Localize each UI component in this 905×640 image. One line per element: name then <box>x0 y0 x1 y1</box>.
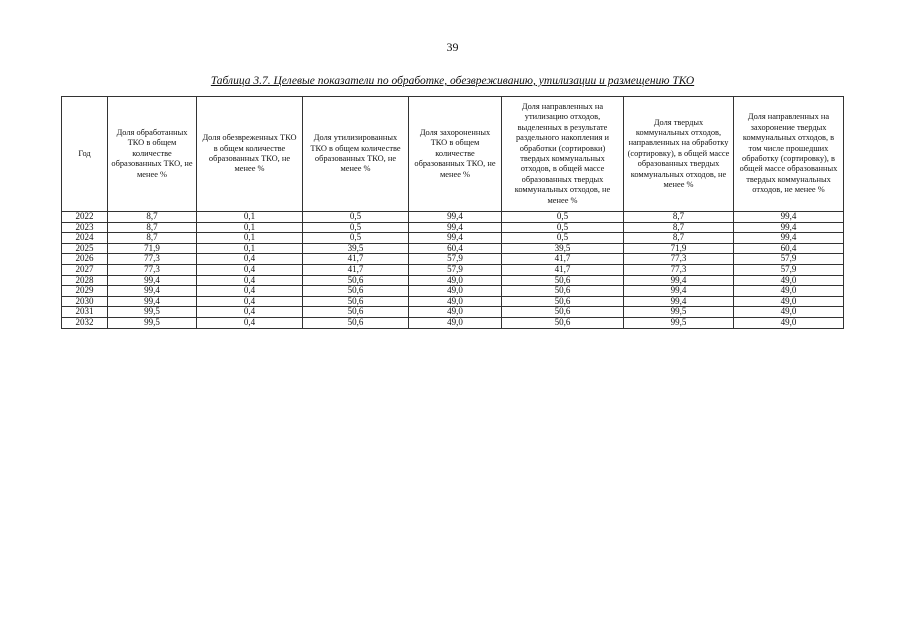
year-cell: 2025 <box>62 243 108 254</box>
value-cell: 49,0 <box>409 275 502 286</box>
value-cell: 77,3 <box>624 254 734 265</box>
value-cell: 8,7 <box>108 233 197 244</box>
value-cell: 50,6 <box>502 317 624 328</box>
value-cell: 99,4 <box>734 212 844 223</box>
year-cell: 2024 <box>62 233 108 244</box>
value-cell: 50,6 <box>303 275 409 286</box>
table-row <box>62 264 844 275</box>
table-row <box>62 212 844 223</box>
value-cell: 0,4 <box>197 296 303 307</box>
table-row <box>62 233 844 244</box>
value-cell: 0,5 <box>502 233 624 244</box>
value-cell: 99,4 <box>108 296 197 307</box>
value-cell: 0,4 <box>197 254 303 265</box>
header-utilized-share: Доля утилизированных ТКО в общем количестве образованных ТКО, не менее % <box>303 97 409 212</box>
value-cell: 0,4 <box>197 264 303 275</box>
value-cell: 0,5 <box>303 212 409 223</box>
value-cell: 0,5 <box>502 212 624 223</box>
value-cell: 50,6 <box>502 275 624 286</box>
year-cell: 2031 <box>62 307 108 318</box>
year-cell: 2023 <box>62 222 108 233</box>
table-row <box>62 222 844 233</box>
value-cell: 0,1 <box>197 243 303 254</box>
value-cell: 8,7 <box>108 212 197 223</box>
value-cell: 0,5 <box>303 222 409 233</box>
value-cell: 50,6 <box>303 317 409 328</box>
value-cell: 50,6 <box>502 307 624 318</box>
value-cell: 49,0 <box>409 286 502 297</box>
table-row <box>62 286 844 297</box>
value-cell: 99,4 <box>409 233 502 244</box>
value-cell: 50,6 <box>303 307 409 318</box>
header-year: Год <box>62 97 108 212</box>
targets-table <box>61 96 844 329</box>
value-cell: 0,4 <box>197 286 303 297</box>
value-cell: 49,0 <box>409 317 502 328</box>
table-row <box>62 296 844 307</box>
value-cell: 99,4 <box>108 275 197 286</box>
value-cell: 49,0 <box>734 275 844 286</box>
value-cell: 39,5 <box>502 243 624 254</box>
page-number: 39 <box>446 40 459 54</box>
table-row <box>62 317 844 328</box>
value-cell: 0,5 <box>303 233 409 244</box>
value-cell: 50,6 <box>502 296 624 307</box>
value-cell: 41,7 <box>502 264 624 275</box>
year-cell: 2026 <box>62 254 108 265</box>
table-row <box>62 254 844 265</box>
header-neutralized-share: Доля обезвреженных ТКО в общем количестве образованных ТКО, не менее % <box>197 97 303 212</box>
year-cell: 2028 <box>62 275 108 286</box>
value-cell: 77,3 <box>624 264 734 275</box>
header-separate-collection-share: Доля направленных на утилизацию отходов, выделенных в результате раздельного накопления и обработки (сортировки) твердых коммунальных отходов, в общей массе образованных твердых коммунальных отходов, не менее % <box>502 97 624 212</box>
header-buried-share: Доля захороненных ТКО в общем количестве образованных ТКО, не менее % <box>409 97 502 212</box>
value-cell: 50,6 <box>303 296 409 307</box>
value-cell: 99,4 <box>624 286 734 297</box>
value-cell: 0,1 <box>197 233 303 244</box>
year-cell: 2029 <box>62 286 108 297</box>
value-cell: 99,4 <box>624 275 734 286</box>
value-cell: 49,0 <box>409 296 502 307</box>
value-cell: 99,5 <box>624 317 734 328</box>
header-sorting-share: Доля твердых коммунальных отходов, направленных на обработку (сортировку), в общей массе образованных твердых коммунальных отходов, не менее % <box>624 97 734 212</box>
value-cell: 8,7 <box>624 222 734 233</box>
value-cell: 57,9 <box>734 254 844 265</box>
year-cell: 2032 <box>62 317 108 328</box>
table-header-row <box>62 97 844 212</box>
value-cell: 71,9 <box>108 243 197 254</box>
table-caption: Таблица 3.7. Целевые показатели по обработке, обезвреживанию, утилизации и размещению ТКО <box>210 75 695 87</box>
value-cell: 60,4 <box>409 243 502 254</box>
value-cell: 0,1 <box>197 222 303 233</box>
value-cell: 49,0 <box>734 296 844 307</box>
header-processed-share: Доля обработанных ТКО в общем количестве образованных ТКО, не менее % <box>108 97 197 212</box>
value-cell: 49,0 <box>409 307 502 318</box>
year-cell: 2030 <box>62 296 108 307</box>
value-cell: 57,9 <box>409 254 502 265</box>
value-cell: 8,7 <box>108 222 197 233</box>
value-cell: 49,0 <box>734 286 844 297</box>
value-cell: 99,4 <box>108 286 197 297</box>
value-cell: 99,5 <box>624 307 734 318</box>
value-cell: 99,5 <box>108 317 197 328</box>
value-cell: 99,4 <box>409 212 502 223</box>
value-cell: 8,7 <box>624 212 734 223</box>
value-cell: 99,4 <box>624 296 734 307</box>
table-row <box>62 243 844 254</box>
value-cell: 60,4 <box>734 243 844 254</box>
value-cell: 0,4 <box>197 317 303 328</box>
value-cell: 77,3 <box>108 254 197 265</box>
value-cell: 49,0 <box>734 317 844 328</box>
value-cell: 57,9 <box>409 264 502 275</box>
value-cell: 99,4 <box>409 222 502 233</box>
table-body <box>62 212 844 329</box>
value-cell: 77,3 <box>108 264 197 275</box>
value-cell: 41,7 <box>303 254 409 265</box>
value-cell: 49,0 <box>734 307 844 318</box>
value-cell: 41,7 <box>303 264 409 275</box>
year-cell: 2022 <box>62 212 108 223</box>
value-cell: 99,4 <box>734 233 844 244</box>
value-cell: 99,4 <box>734 222 844 233</box>
value-cell: 99,5 <box>108 307 197 318</box>
value-cell: 50,6 <box>502 286 624 297</box>
value-cell: 0,1 <box>197 212 303 223</box>
value-cell: 0,4 <box>197 307 303 318</box>
value-cell: 57,9 <box>734 264 844 275</box>
value-cell: 8,7 <box>624 233 734 244</box>
value-cell: 39,5 <box>303 243 409 254</box>
table-row <box>62 307 844 318</box>
year-cell: 2027 <box>62 264 108 275</box>
value-cell: 41,7 <box>502 254 624 265</box>
value-cell: 71,9 <box>624 243 734 254</box>
value-cell: 0,4 <box>197 275 303 286</box>
table-row <box>62 275 844 286</box>
value-cell: 50,6 <box>303 286 409 297</box>
value-cell: 0,5 <box>502 222 624 233</box>
header-landfill-share: Доля направленных на захоронение твердых коммунальных отходов, в том числе прошедших обработку (сортировку), в общей массе образованных твердых коммунальных отходов, не менее % <box>734 97 844 212</box>
